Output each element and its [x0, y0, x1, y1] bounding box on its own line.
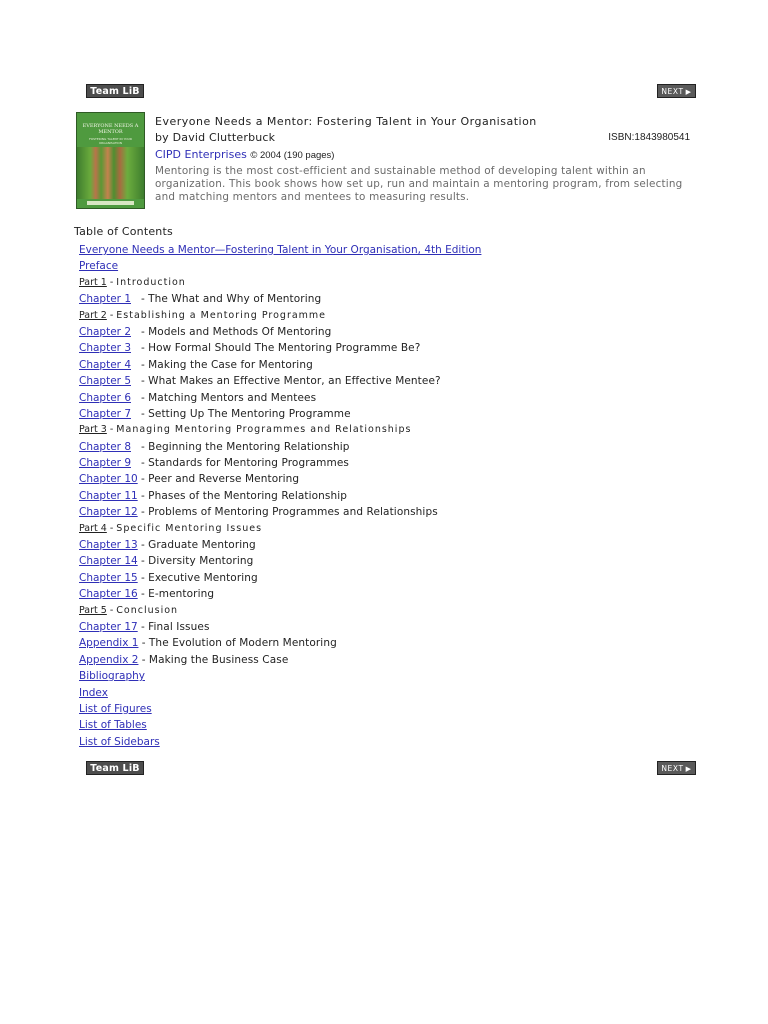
toc-link[interactable]: List of Tables	[79, 719, 147, 732]
toc-description: Final Issues	[148, 620, 210, 633]
toc-row	[79, 357, 481, 373]
publisher-link[interactable]: CIPD Enterprises	[155, 148, 247, 161]
toc-separator: -	[131, 440, 149, 453]
toc-separator: -	[137, 571, 149, 584]
toc-description: Diversity Mentoring	[148, 555, 254, 568]
cover-illustration	[77, 147, 144, 199]
toc-description: Peer and Reverse Mentoring	[148, 473, 300, 486]
toc-link[interactable]: Preface	[79, 260, 119, 273]
toc-description: Phases of the Mentoring Relationship	[148, 489, 348, 502]
toc-row	[79, 324, 481, 340]
toc-description: Models and Methods Of Mentoring	[148, 325, 332, 338]
toc-row	[79, 537, 481, 553]
toc-link[interactable]: List of Sidebars	[79, 735, 160, 748]
book-author: by David Clutterbuck	[155, 131, 276, 144]
toc-description: Introduction	[116, 276, 186, 288]
toc-separator: -	[131, 375, 149, 388]
toc-row	[79, 373, 481, 389]
toc-description: Graduate Mentoring	[148, 539, 256, 552]
next-arrow-icon: ▶	[685, 765, 692, 773]
toc-row	[79, 586, 481, 602]
toc-link[interactable]: Part 5	[79, 604, 107, 616]
toc-row	[79, 390, 481, 406]
toc-link[interactable]: Chapter 7	[79, 407, 131, 420]
toc-link[interactable]: Part 2	[79, 309, 107, 321]
next-label: NEXT	[661, 87, 684, 96]
toc-link[interactable]: Appendix 2	[79, 653, 139, 666]
toc-description: Making the Case for Mentoring	[148, 358, 313, 371]
toc-link[interactable]: Chapter 14	[79, 555, 138, 568]
toc-separator: -	[131, 325, 149, 338]
toc-separator: -	[106, 522, 117, 534]
toc-link[interactable]: Chapter 11	[79, 489, 138, 502]
publisher-row	[155, 148, 334, 161]
toc-link[interactable]: Index	[79, 686, 108, 699]
toc-description: Establishing a Mentoring Programme	[116, 309, 327, 321]
cover-title: EVERYONE NEEDS A MENTOR	[82, 123, 139, 135]
next-button-bottom[interactable]	[657, 761, 696, 775]
toc-heading: Table of Contents	[74, 225, 173, 238]
book-title: Everyone Needs a Mentor: Fostering Talent in Your Organisation	[155, 115, 537, 128]
toc-separator: -	[138, 653, 149, 666]
team-lib-button-bottom[interactable]: Team LiB	[86, 761, 144, 775]
toc-link[interactable]: Chapter 15	[79, 571, 138, 584]
toc-row	[79, 504, 481, 520]
toc-separator: -	[131, 358, 149, 371]
toc-link[interactable]: Chapter 6	[79, 391, 131, 404]
toc-separator: -	[131, 342, 149, 355]
toc-link[interactable]: Part 4	[79, 522, 107, 534]
toc-link[interactable]: List of Figures	[79, 702, 152, 715]
book-isbn: ISBN:1843980541	[608, 132, 690, 143]
toc-description: The What and Why of Mentoring	[148, 293, 322, 306]
toc-separator: -	[137, 620, 149, 633]
copyright-text: © 2004 (190 pages)	[250, 150, 335, 161]
toc-link[interactable]: Chapter 4	[79, 358, 131, 371]
book-description: Mentoring is the most cost-efficient and sustainable method of developing talent within an organization. This book shows how set up, run and maintain a mentoring program, from selecting and matching mentors and mentees to measuring results.	[155, 165, 683, 203]
toc-separator: -	[106, 276, 117, 288]
toc-link[interactable]: Appendix 1	[79, 637, 139, 650]
toc-link[interactable]: Chapter 1	[79, 293, 131, 306]
next-arrow-icon: ▶	[685, 88, 692, 96]
toc-separator: -	[137, 539, 149, 552]
toc-description: Standards for Mentoring Programmes	[148, 457, 349, 470]
book-cover-image	[76, 112, 145, 209]
toc-separator: -	[137, 489, 149, 502]
toc-link[interactable]: Bibliography	[79, 670, 145, 683]
toc-description: Managing Mentoring Programmes and Relationships	[116, 424, 412, 436]
toc-row	[79, 258, 481, 274]
toc-row	[79, 242, 481, 258]
toc-part-row	[79, 521, 481, 537]
toc-description: Specific Mentoring Issues	[116, 522, 263, 534]
toc-description: Making the Business Case	[148, 653, 289, 666]
toc-row	[79, 439, 481, 455]
toc-link[interactable]: Chapter 8	[79, 440, 131, 453]
toc-row	[79, 406, 481, 422]
toc-link[interactable]: Chapter 12	[79, 506, 138, 519]
toc-description: Conclusion	[116, 604, 179, 616]
cover-author-strip	[87, 201, 134, 205]
cover-subtitle: FOSTERING TALENT IN YOUR ORGANISATION	[89, 137, 132, 145]
toc-part-row	[79, 603, 481, 619]
toc-link[interactable]: Part 1	[79, 276, 107, 288]
toc-row	[79, 734, 481, 750]
toc-row	[79, 685, 481, 701]
toc-description: The Evolution of Modern Mentoring	[148, 637, 337, 650]
toc-link[interactable]: Chapter 16	[79, 588, 138, 601]
toc-description: Beginning the Mentoring Relationship	[148, 440, 350, 453]
toc-description: Matching Mentors and Mentees	[148, 391, 317, 404]
toc-description: Problems of Mentoring Programmes and Relationships	[148, 506, 438, 519]
toc-separator: -	[138, 637, 149, 650]
toc-row	[79, 701, 481, 717]
toc-link[interactable]: Chapter 3	[79, 342, 131, 355]
toc-link[interactable]: Chapter 10	[79, 473, 138, 486]
toc-row	[79, 488, 481, 504]
toc-separator: -	[137, 555, 149, 568]
toc-link[interactable]: Chapter 9	[79, 457, 131, 470]
toc-link[interactable]: Everyone Needs a Mentor—Fostering Talent in Your Organisation, 4th Edition	[79, 244, 482, 256]
toc-row	[79, 553, 481, 569]
toc-link[interactable]: Chapter 13	[79, 539, 138, 552]
toc-row	[79, 340, 481, 356]
toc-separator: -	[137, 588, 149, 601]
toc-description: E-mentoring	[148, 588, 215, 601]
toc-list	[79, 242, 481, 750]
toc-separator: -	[131, 407, 149, 420]
toc-separator: -	[131, 391, 149, 404]
toc-link[interactable]: Chapter 2	[79, 325, 131, 338]
toc-description: How Formal Should The Mentoring Programme Be?	[148, 342, 421, 355]
toc-description: Setting Up The Mentoring Programme	[148, 407, 351, 420]
toc-separator: -	[131, 293, 149, 306]
toc-description: What Makes an Effective Mentor, an Effective Mentee?	[148, 375, 441, 388]
toc-separator: -	[137, 506, 149, 519]
toc-part-row	[79, 308, 481, 324]
toc-row	[79, 619, 481, 635]
toc-link[interactable]: Chapter 5	[79, 375, 131, 388]
toc-description: Executive Mentoring	[148, 571, 258, 584]
toc-row	[79, 570, 481, 586]
toc-separator: -	[106, 309, 117, 321]
toc-link[interactable]: Chapter 17	[79, 620, 138, 633]
toc-part-row	[79, 422, 481, 438]
toc-row	[79, 291, 481, 307]
toc-link[interactable]: Part 3	[79, 424, 107, 436]
toc-row	[79, 652, 481, 668]
next-button-top[interactable]	[657, 84, 696, 98]
toc-row	[79, 455, 481, 471]
next-label: NEXT	[661, 764, 684, 773]
toc-row	[79, 471, 481, 487]
toc-row	[79, 717, 481, 733]
toc-separator: -	[131, 457, 149, 470]
toc-separator: -	[106, 604, 117, 616]
team-lib-button-top[interactable]: Team LiB	[86, 84, 144, 98]
toc-separator: -	[137, 473, 149, 486]
toc-part-row	[79, 275, 481, 291]
toc-separator: -	[106, 424, 117, 436]
toc-row	[79, 635, 481, 651]
toc-row	[79, 668, 481, 684]
